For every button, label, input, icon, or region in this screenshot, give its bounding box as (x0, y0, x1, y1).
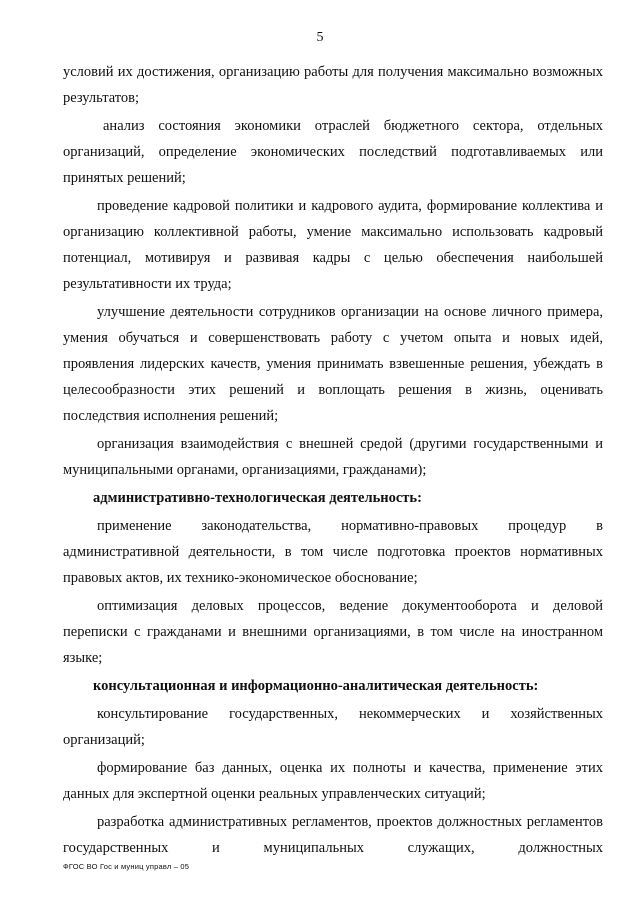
paragraph-databases: формирование баз данных, оценка их полноты и качества, применение этих данных для экспертной оценки реальных управленческих ситуаций; (63, 760, 603, 802)
paragraph-consulting: консультирование государственных, некоммерческих и хозяйственных организаций; (63, 706, 603, 748)
paragraph-economic-analysis: анализ состояния экономики отраслей бюджетного сектора, отдельных организаций, определение экономических последствий подготавливаемых или принятых решений; (63, 118, 603, 186)
paragraph-goals: условий их достижения, организацию работы для получения максимально возможных результатов; (63, 64, 603, 106)
paragraph-regulations: разработка административных регламентов, проектов должностных регламентов государственных и муниципальных служащих, должностных (63, 814, 603, 856)
paragraph-staff-improvement: улучшение деятельности сотрудников организации на основе личного примера, умения обучаться и совершенствовать работу с учетом опыта и новых идей, проявления лидерских качеств, умения принимать взвешенные решения, убеждать в целесообразности этих решений и воплощать решения в жизнь, оценивать последствия исполнения решений; (63, 304, 603, 424)
paragraph-legislation: применение законодательства, нормативно-правовых процедур в административной деятельности, в том числе подготовка проектов нормативных правовых актов, их технико-экономическое обоснование; (63, 518, 603, 586)
page-number: 5 (316, 30, 324, 45)
page-footer: ФГОС ВО Гос и муниц управл – 05 (63, 862, 190, 871)
page-body (63, 59, 603, 863)
paragraph-personnel-policy: проведение кадровой политики и кадрового аудита, формирование коллектива и организацию коллективной работы, умение максимально использовать кадровый потенциал, мотивируя и развивая кадры с целью обеспечения наибольшей результативности их труда; (63, 198, 603, 292)
paragraph-external-interaction: организация взаимодействия с внешней средой (другими государственными и муниципальными органами, организациями, гражданами); (63, 436, 603, 478)
section-heading-administrative: административно-технологическая деятельность: (93, 490, 422, 506)
section-heading-consulting: консультационная и информационно-аналитическая деятельность: (93, 678, 539, 694)
paragraph-business-processes: оптимизация деловых процессов, ведение документооборота и деловой переписки с гражданами и внешними организациями, в том числе на иностранном языке; (63, 598, 603, 666)
